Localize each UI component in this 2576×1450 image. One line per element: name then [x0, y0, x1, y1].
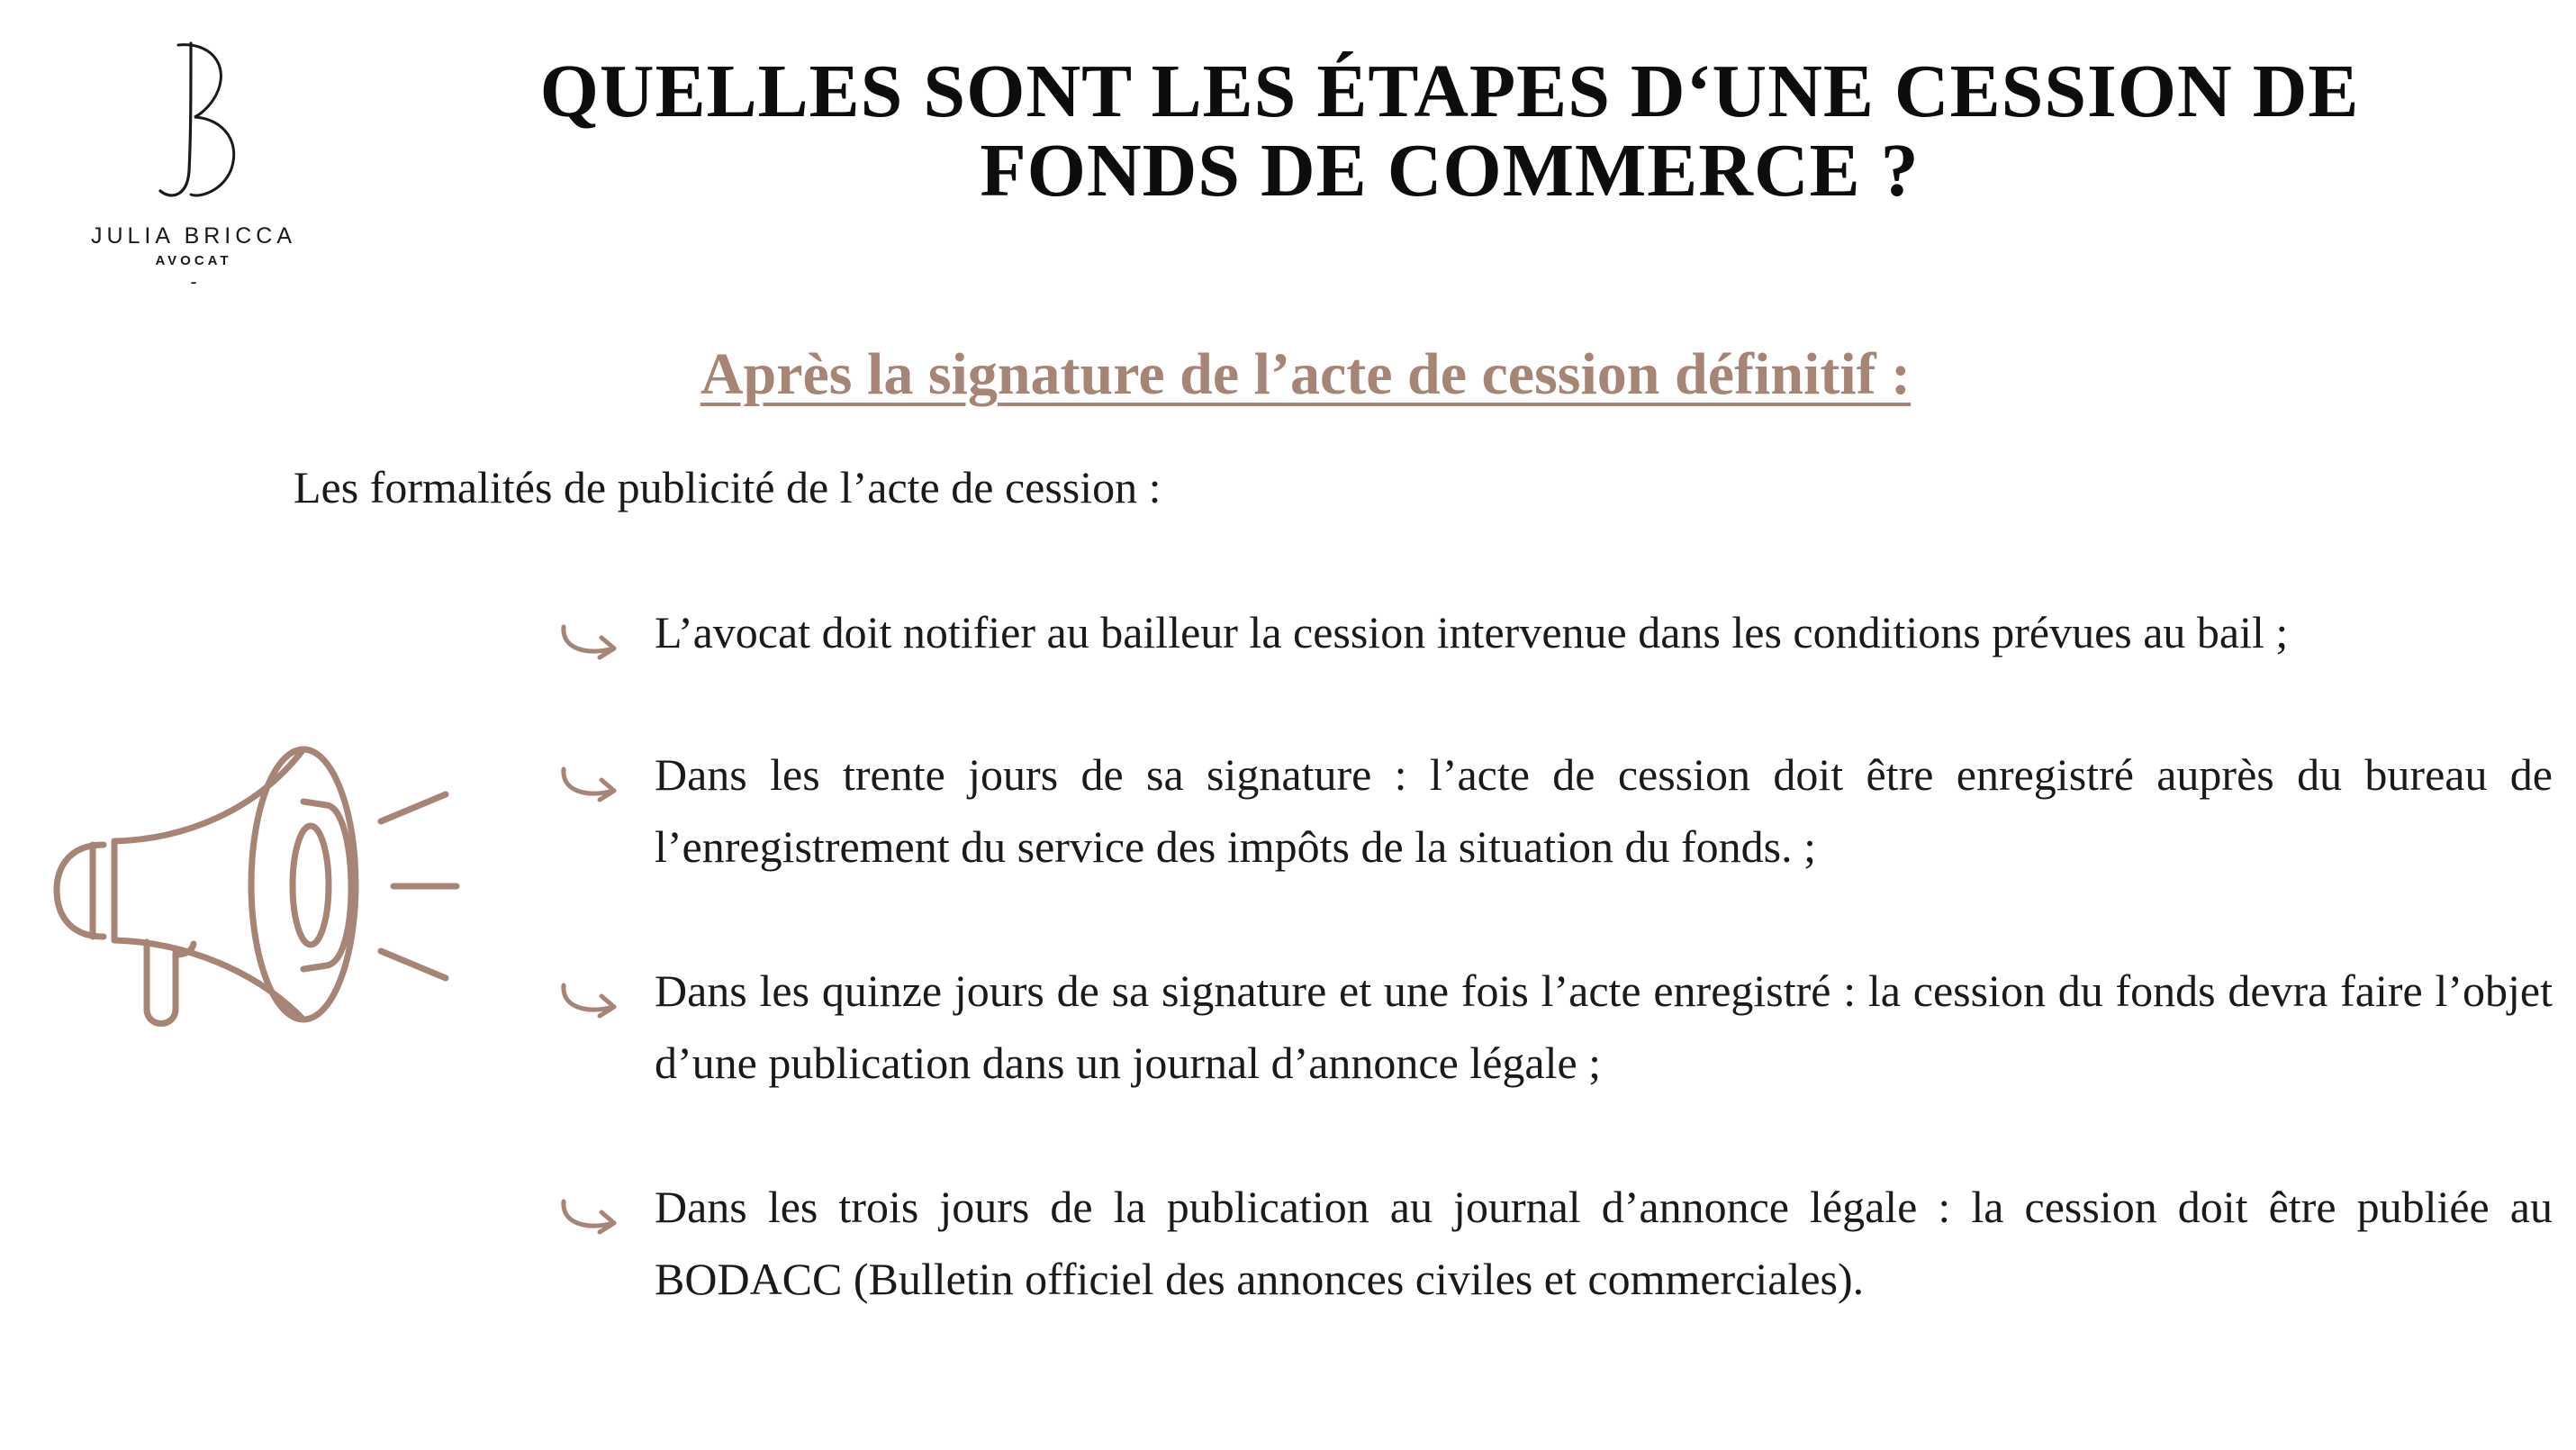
- step-text: Dans les quinze jours de sa signature et une fois l’acte enregistré : la cession du fonds devra faire l’objet d’une publication dans un journal d’annonce légale ;: [655, 965, 2553, 1088]
- logo-dash: -: [190, 270, 197, 293]
- section-heading: Après la signature de l’acte de cession définitif :: [700, 341, 1912, 407]
- page-title: QUELLES SONT LES ÉTAPES D‘UNE CESSION DE FONDS DE COMMERCE ?: [539, 50, 2360, 213]
- jb-monogram-icon: [135, 36, 252, 207]
- step-text: L’avocat doit notifier au bailleur la cession intervenue dans les conditions prévues au bail ;: [655, 607, 2289, 657]
- megaphone-icon: [41, 739, 482, 1036]
- curved-arrow-icon: [558, 976, 621, 1021]
- step-text: Dans les trois jours de la publication au journal d’annonce légale : la cession doit être publiée au BODACC (Bulletin officiel des annonces civiles et commerciales).: [655, 1182, 2553, 1304]
- logo-name: JULIA BRICCA: [90, 223, 297, 249]
- curved-arrow-icon: [558, 618, 621, 663]
- curved-arrow-icon: [558, 760, 621, 805]
- curved-arrow-icon: [558, 1192, 621, 1237]
- logo-subtitle: AVOCAT: [155, 253, 232, 268]
- intro-text: Les formalités de publicité de l’acte de cession :: [294, 462, 1161, 512]
- logo: [90, 36, 297, 297]
- step-text: Dans les trente jours de sa signature : l’acte de cession doit être enregistré auprès du bureau de l’enregistrement du service des impôts de la situation du fonds. ;: [655, 749, 2553, 872]
